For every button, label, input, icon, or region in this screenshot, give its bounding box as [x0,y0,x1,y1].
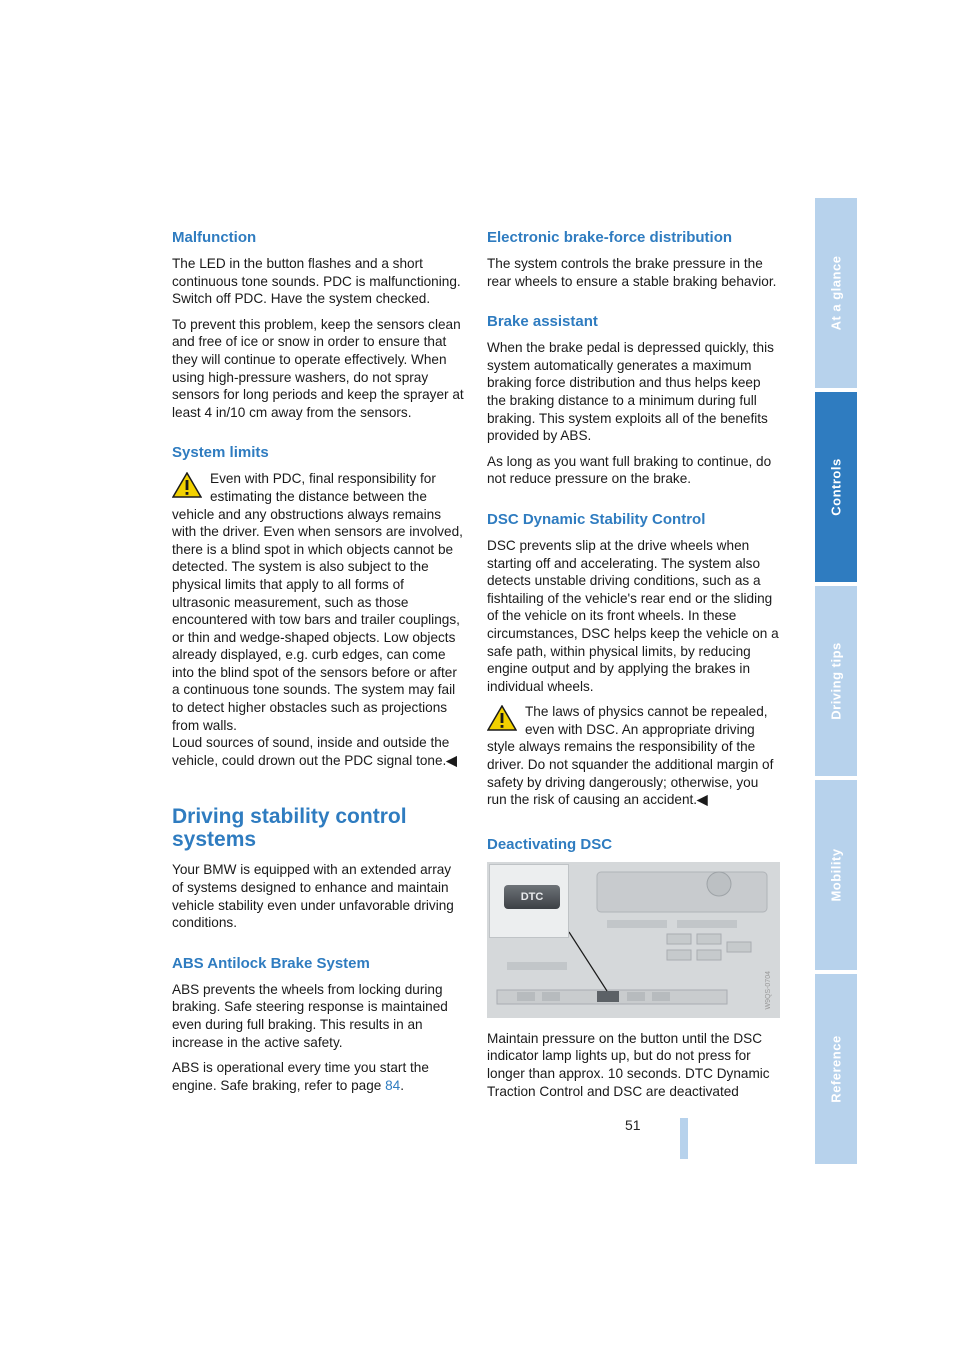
dsc-heading: DSC Dynamic Stability Control [487,510,706,528]
malfunction-heading: Malfunction [172,229,257,246]
page-number-bar [680,1118,688,1159]
figure-code: W9QS-0704 [765,971,773,1010]
system-limits-warning [172,470,464,769]
system-limits-heading: System limits [172,444,269,462]
right-column [487,228,779,1108]
system-limits-warning-text: Even with PDC, final responsibility for estimating the distance between the vehicle and any obstructions always remains with the driver. Even when sensors are involved, there is a blind spot in which objects cannot be detected. The system is also subject to the physical limits that apply to all forms of ultrasonic measurement, such as those encountered with tow bars and trailer couplings, or thin and wedge-shaped objects. Low objects already displayed, e.g. curb edges, can come into the blind spot of the sensors before or after a continuous tone sounds. The system may fail to detect higher obstacles such as projections from walls. [172,471,463,733]
warning-triangle-icon [172,472,202,498]
tab-reference[interactable]: Reference [815,974,857,1164]
tab-driving-tips[interactable]: Driving tips [815,586,857,776]
left-column [172,228,464,1102]
dsc-p1: DSC prevents slip at the drive wheels when starting off and accelerating. The system also detects unstable driving conditions, such as a fishtailing of the vehicle's rear end or the sliding of the vehicle on its front wheels. In these circumstances, DSC helps keep the vehicle on a safe path, within physical limits, by reducing engine output and by applying the brakes in individual wheels. [487,537,779,694]
ebfd-heading: Electronic brake-force distribution [487,229,733,246]
chapter-tabs [815,198,857,1168]
end-mark-icon: ◀ [446,752,457,768]
abs-p2: ABS is operational every time you start the engine. Safe braking, refer to page 84. [172,1060,429,1093]
tab-controls[interactable]: Controls [815,392,857,582]
dtc-button-inset [489,864,569,938]
deactivating-p1: Maintain pressure on the button until the DSC indicator lamp lights up, but do not press for longer than approx. 10 seconds. DTC Dynamic Traction Control and DSC are deactivated [487,1030,770,1099]
brake-assistant-p1: When the brake pedal is depressed quickly, this system automatically generates a maximum braking force distribution and thus helps keep the braking distance to a minimum during full braking. This system exploits all of the benefits provided by ABS. [487,340,774,444]
warning-triangle-icon [487,705,517,731]
dtc-button: DTC [504,885,560,909]
ebfd-p1: The system controls the brake pressure in the rear wheels to ensure a stable braking behavior. [487,256,777,289]
brake-assistant-heading: Brake assistant [487,313,598,331]
end-mark-icon: ◀ [697,792,708,808]
abs-p1: ABS prevents the wheels from locking during braking. Safe steering response is maintained even during full braking. This results in an increase in the active safety. [172,981,448,1050]
abs-heading: ABS Antilock Brake System [172,954,370,972]
driving-stability-p1: Your BMW is equipped with an extended array of systems designed to enhance and maintain vehicle stability even under unfavorable driving conditions. [172,862,454,931]
system-limits-warning-text-2: Loud sources of sound, inside and outside the vehicle, could drown out the PDC signal tone. [172,735,450,768]
driving-stability-heading: Driving stability control systems [172,805,407,852]
page-84-link[interactable]: 84 [385,1077,401,1093]
dtc-button-figure [487,862,780,1018]
page-number: 51 [625,1117,641,1133]
malfunction-p1: The LED in the button flashes and a short continuous tone sounds. PDC is malfunctioning. Switch off PDC. Have the system checked. [172,256,461,307]
tab-mobility[interactable]: Mobility [815,780,857,970]
dsc-warning [487,703,779,809]
tab-at-a-glance[interactable]: At a glance [815,198,857,388]
dsc-warning-text: The laws of physics cannot be repealed, even with DSC. An appropriate driving style always remains the responsibility of the driver. Do not squander the additional margin of safety by driving dangerously; otherwise, you run the risk of causing an accident. [487,704,774,808]
deactivating-dsc-heading: Deactivating DSC [487,835,613,853]
malfunction-p2: To prevent this problem, keep the sensors clean and free of ice or snow in order to ensure that they will continue to operate effectively. When using high-pressure washers, do not spray sensors for long periods and keep the sprayer at least 4 in/10 cm away from the sensors. [172,316,464,420]
brake-assistant-p2: As long as you want full braking to continue, do not reduce pressure on the brake. [487,453,772,487]
